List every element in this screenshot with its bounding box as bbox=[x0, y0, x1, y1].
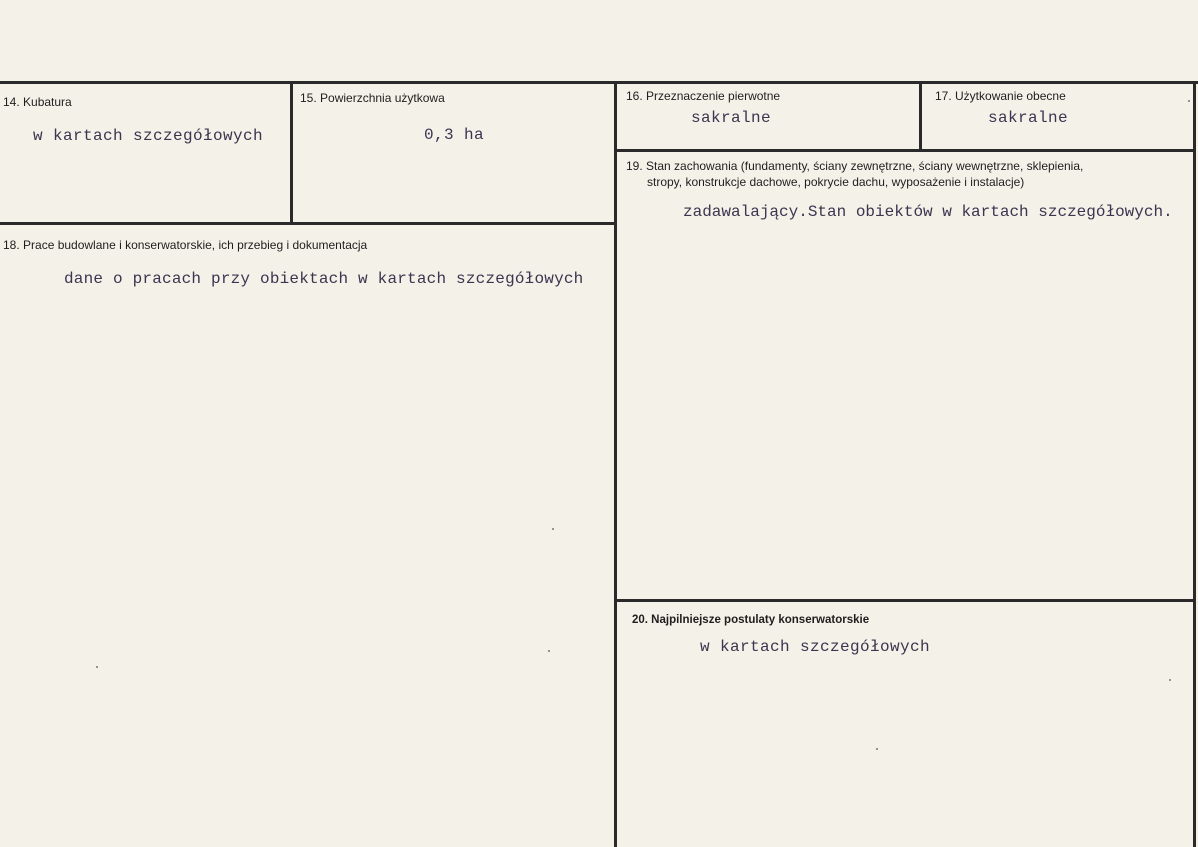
scan-speck bbox=[552, 528, 554, 530]
scan-speck bbox=[96, 666, 98, 668]
top-rule bbox=[0, 81, 1198, 84]
center-divider bbox=[614, 81, 617, 847]
powierzchnia-label: 15. Powierzchnia użytkowa bbox=[300, 91, 445, 105]
kubatura-label: 14. Kubatura bbox=[3, 95, 72, 109]
prace-value: dane o pracach przy obiektach w kartach szczegółowych bbox=[64, 270, 584, 288]
rule-under-14-15 bbox=[0, 222, 616, 225]
prace-label: 18. Prace budowlane i konserwatorskie, ich przebieg i dokumentacja bbox=[3, 238, 368, 252]
kubatura-value: w kartach szczegółowych bbox=[33, 127, 264, 145]
uzytkowanie-value: sakralne bbox=[988, 109, 1069, 127]
divider-14-15 bbox=[290, 81, 293, 224]
scan-speck bbox=[548, 650, 550, 652]
powierzchnia-value: 0,3 ha bbox=[424, 126, 485, 144]
stan-label-line1: 19. Stan zachowania (fundamenty, ściany zewnętrzne, ściany wewnętrzne, sklepienia, bbox=[626, 159, 1084, 173]
postulaty-label: 20. Najpilniejsze postulaty konserwatorskie bbox=[632, 614, 870, 626]
stan-label-line2: stropy, konstrukcje dachowe, pokrycie dachu, wyposażenie i instalacje) bbox=[647, 175, 1025, 189]
right-edge-rule bbox=[1193, 81, 1196, 847]
rule-under-16-17 bbox=[614, 149, 1194, 152]
postulaty-value: w kartach szczegółowych bbox=[700, 638, 931, 656]
stan-value: zadawalający.Stan obiektów w kartach szczegółowych. bbox=[683, 203, 1173, 221]
scan-speck bbox=[1188, 100, 1190, 102]
przeznaczenie-value: sakralne bbox=[691, 109, 772, 127]
rule-above-20 bbox=[614, 599, 1194, 602]
przeznaczenie-label: 16. Przeznaczenie pierwotne bbox=[626, 89, 781, 103]
scan-speck bbox=[876, 748, 878, 750]
divider-16-17 bbox=[919, 81, 922, 151]
scan-speck bbox=[1169, 679, 1171, 681]
uzytkowanie-label: 17. Użytkowanie obecne bbox=[935, 89, 1066, 103]
